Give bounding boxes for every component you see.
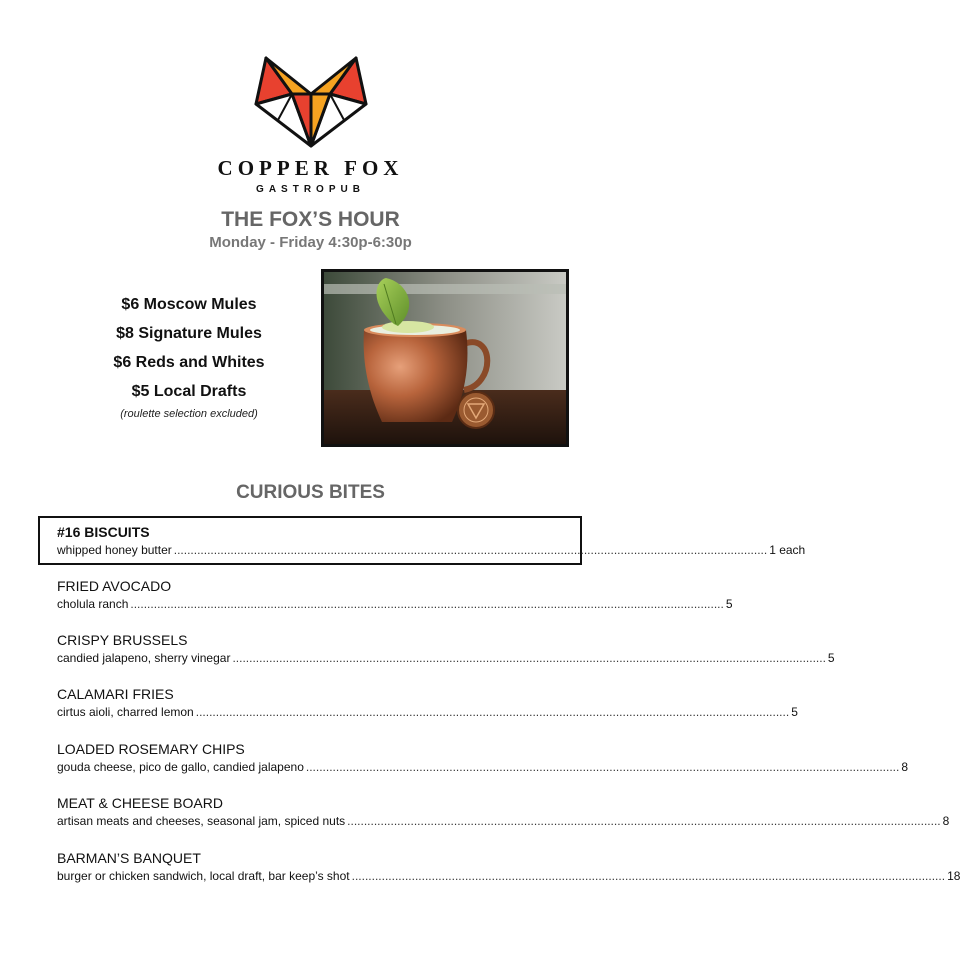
menu-item-name: MEAT & CHEESE BOARD <box>57 795 223 811</box>
menu-item <box>57 794 950 829</box>
dot-leader: .................................................................................................................................................................................. <box>351 869 946 883</box>
dot-leader: .................................................................................................................................................................................. <box>173 543 768 557</box>
menu-item-price: 5 <box>827 651 835 665</box>
brand-subtitle: GASTROPUB <box>256 184 365 195</box>
menu-item-price: 1 each <box>769 543 806 557</box>
section-title-curious-bites: CURIOUS BITES <box>236 482 385 503</box>
copper-mule-mug-photo <box>321 269 569 447</box>
dot-leader: .................................................................................................................................................................................. <box>195 705 790 719</box>
menu-item-price: 8 <box>942 814 950 828</box>
menu-item-description: artisan meats and cheeses, seasonal jam, spiced nuts <box>57 814 346 828</box>
menu-item-description: cirtus aioli, charred lemon <box>57 705 194 719</box>
menu-item-price: 8 <box>901 760 909 774</box>
menu-item-price: 18 <box>947 869 960 883</box>
menu-item-description: cholula ranch <box>57 597 129 611</box>
special-item: $5 Local Drafts <box>131 383 247 400</box>
menu-item-description: burger or chicken sandwich, local draft, bar keep’s shot <box>57 869 350 883</box>
menu-item-name: FRIED AVOCADO <box>57 578 172 594</box>
dot-leader: .................................................................................................................................................................................. <box>305 760 900 774</box>
special-item: $8 Signature Mules <box>116 325 262 342</box>
menu-item-name: CRISPY BRUSSELS <box>57 632 188 648</box>
menu-item-description: gouda cheese, pico de gallo, candied jalapeno <box>57 760 304 774</box>
special-item: $6 Moscow Mules <box>121 296 257 313</box>
menu-item-name: CALAMARI FRIES <box>57 686 174 702</box>
fox-head-logo <box>252 54 370 152</box>
menu-item-price: 5 <box>725 597 733 611</box>
dot-leader: .................................................................................................................................................................................. <box>347 814 941 828</box>
specials-note: (roulette selection excluded) <box>120 408 258 420</box>
happy-hour-times: Monday - Friday 4:30p-6:30p <box>209 234 412 251</box>
special-item: $6 Reds and Whites <box>113 354 265 371</box>
menu-item <box>57 631 835 666</box>
mug-illustration <box>324 272 566 444</box>
brand-name: COPPER FOX <box>217 156 404 180</box>
dot-leader: .................................................................................................................................................................................. <box>130 597 724 611</box>
menu-item-description: candied jalapeno, sherry vinegar <box>57 651 231 665</box>
menu-item <box>57 849 960 884</box>
menu-item <box>57 577 733 612</box>
menu-item <box>57 740 909 775</box>
happy-hour-title: THE FOX’S HOUR <box>221 208 400 231</box>
menu-item-description: whipped honey butter <box>57 543 172 557</box>
menu-item <box>57 685 798 720</box>
menu-item-name: #16 BISCUITS <box>57 524 150 540</box>
menu-item-name: LOADED ROSEMARY CHIPS <box>57 741 245 757</box>
menu-item-name: BARMAN’S BANQUET <box>57 850 201 866</box>
menu-item <box>57 523 806 558</box>
dot-leader: .................................................................................................................................................................................. <box>232 651 826 665</box>
happy-hour-specials <box>86 290 292 420</box>
menu-item-price: 5 <box>791 705 798 719</box>
